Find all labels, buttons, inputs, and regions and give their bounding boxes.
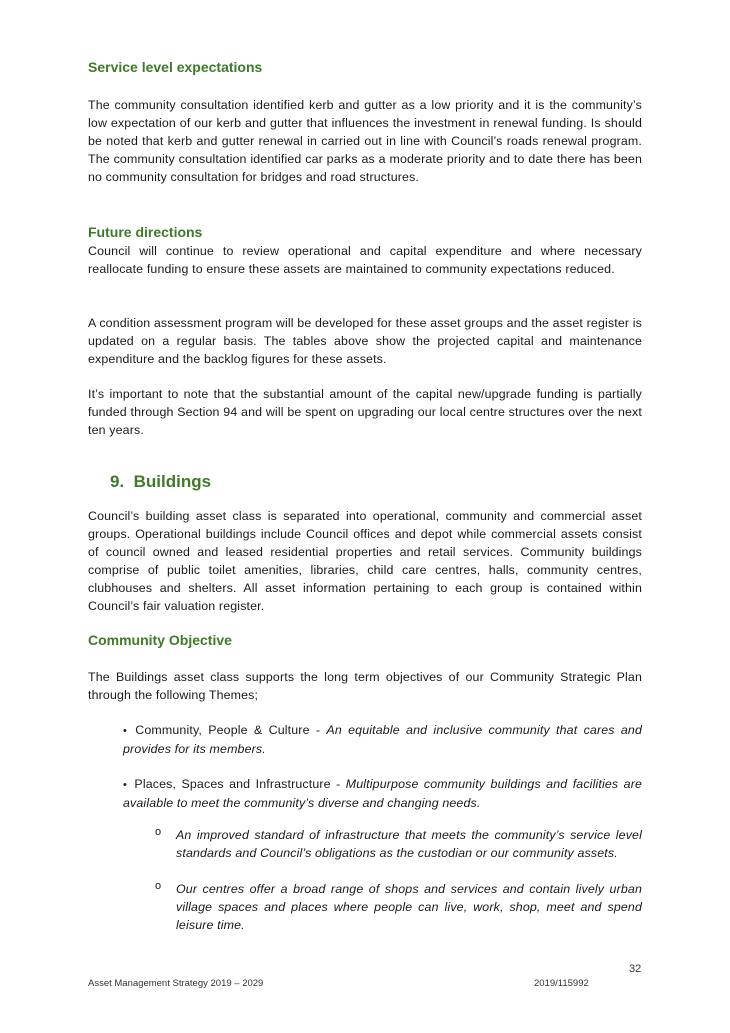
sub-bullet-marker: o bbox=[155, 880, 162, 892]
buildings-body bbox=[88, 507, 642, 615]
sub-bullet-text bbox=[176, 880, 642, 934]
section-title-text: Buildings bbox=[133, 472, 212, 491]
section-heading: Future directions bbox=[88, 224, 203, 240]
bullet-item bbox=[123, 775, 642, 812]
sub-bullet-description: Our centres offer a broad range of shops and services and contain lively urban village spaces and places where people can live, work, shop, meet and spend leisure time. bbox=[176, 882, 642, 932]
footer-document-title: Asset Management Strategy 2019 – 2029 bbox=[88, 978, 264, 989]
buildings-heading bbox=[110, 472, 211, 492]
future-directions-body-3 bbox=[88, 385, 642, 439]
bullet-marker: • bbox=[123, 779, 128, 791]
community-objective-intro bbox=[88, 668, 642, 704]
paragraph: It’s important to note that the substantial amount of the capital new/upgrade funding is partially funded through Section 94 and will be spent on upgrading our local centre structures over the next ten years. bbox=[88, 387, 642, 437]
section-heading: Community Objective bbox=[88, 632, 232, 648]
paragraph: A condition assessment program will be developed for these asset groups and the asset register is updated on a regular basis. The tables above show the projected capital and maintenance expenditure and the backlog figures for these assets. bbox=[88, 316, 642, 366]
bullet-label: Places, Spaces and Infrastructure - bbox=[134, 777, 346, 791]
section-heading: Service level expectations bbox=[88, 59, 263, 75]
sub-bullet-item bbox=[155, 826, 642, 862]
section-title bbox=[110, 472, 211, 492]
future-directions-section bbox=[88, 224, 642, 240]
bullet-text bbox=[123, 775, 642, 812]
sub-bullet-item bbox=[155, 880, 642, 934]
community-objective-section bbox=[88, 632, 642, 648]
service-level-section bbox=[88, 59, 642, 75]
paragraph: The community consultation identified kerb and gutter as a low priority and it is the community’s low expectation of our kerb and gutter that influences the investment in renewal funding. Is should be noted that kerb and gutter renewal in carried out in line with Council’s roads renewal program. The community consultation identified car parks as a moderate priority and to date there has been no community consultation for bridges and road structures. bbox=[88, 98, 642, 184]
sub-bullet-text bbox=[176, 826, 642, 862]
section-number: 9. bbox=[110, 472, 125, 491]
future-directions-body bbox=[88, 242, 642, 278]
paragraph: Council’s building asset class is separated into operational, community and commercial asset groups. Operational buildings include Council offices and depot while commercial assets consist of council owned and leased residential properties and retail services. Community buildings comprise of public toilet amenities, libraries, child care centres, halls, community centres, clubhouses and shelters. All asset information pertaining to each group is contained within Council’s fair valuation register. bbox=[88, 509, 642, 613]
service-level-body bbox=[88, 96, 642, 186]
bullet-description: An equitable and inclusive community that cares and provides for its members. bbox=[123, 723, 643, 756]
bullet-label: Community, People & Culture - bbox=[135, 723, 327, 737]
bullet-text bbox=[123, 721, 642, 758]
page-number: 32 bbox=[629, 963, 642, 975]
bullet-marker: • bbox=[123, 725, 128, 737]
paragraph: The Buildings asset class supports the long term objectives of our Community Strategic Plan through the following Themes; bbox=[88, 670, 642, 702]
footer-document-reference: 2019/115992 bbox=[534, 978, 589, 989]
bullet-description: Multipurpose community buildings and facilities are available to meet the community’s diverse and changing needs. bbox=[123, 777, 643, 810]
sub-bullet-description: An improved standard of infrastructure that meets the community’s service level standards and Council’s obligations as the custodian or our community assets. bbox=[176, 828, 642, 860]
bullet-item bbox=[123, 721, 642, 758]
future-directions-body-2 bbox=[88, 314, 642, 368]
paragraph: Council will continue to review operational and capital expenditure and where necessary reallocate funding to ensure these assets are maintained to community expectations reduced. bbox=[88, 244, 642, 276]
sub-bullet-marker: o bbox=[155, 826, 162, 838]
